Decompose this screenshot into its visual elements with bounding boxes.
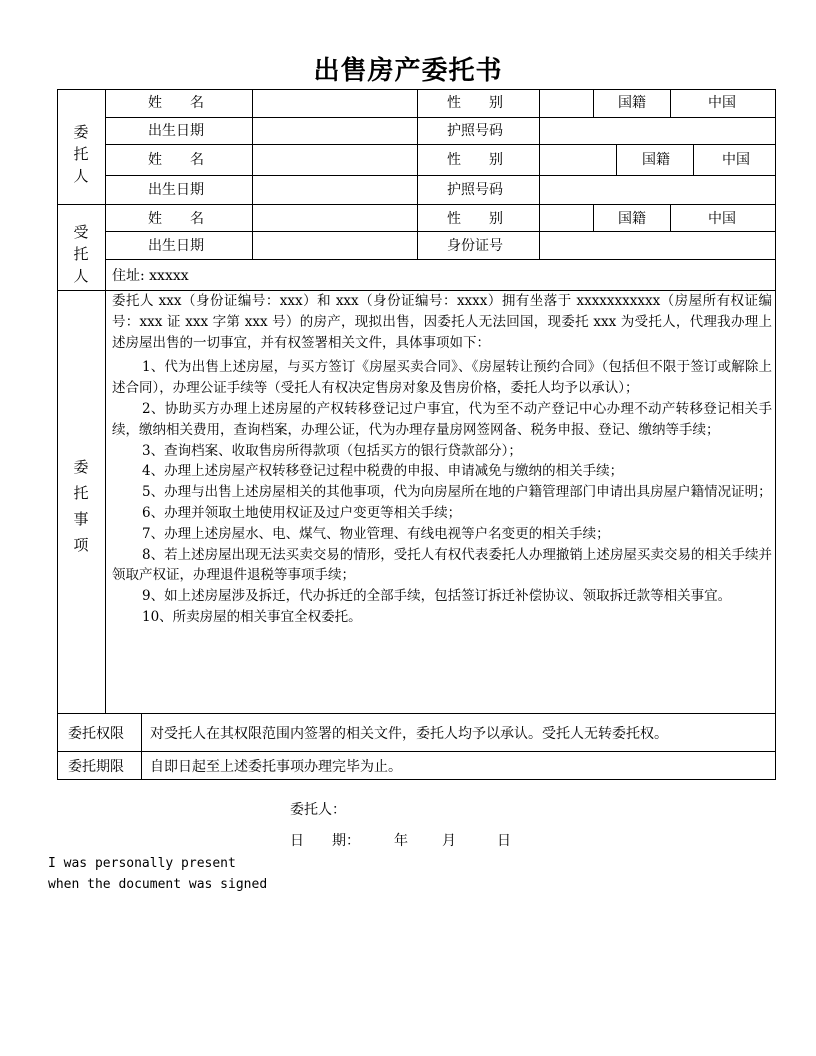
- period-label: 委托期限: [68, 759, 124, 775]
- nationality-value: 中国: [708, 95, 736, 111]
- matters-intro: 委托人 xxx（身份证编号：xxx）和 xxx（身份证编号：xxxx）拥有坐落于 xxxxxxxxxxx（房屋所有权证编号：xxx 证 xxx 字第 xxx 号）的房产，现拟出售，因委托人无法回国，现委托 xxx 为受托人，代理我办理上述房屋出售的一切事宜，并有权签署相关文件，具体事项如下：: [112, 293, 772, 351]
- matters-item: 2、协助买方办理上述房屋的产权转移登记过户事宜，代为至不动产登记中心办理不动产转移登记相关手续，缴纳相关费用，查询档案，办理公证，代为办理存量房网签网备、税务申报、登记、缴纳等手续；: [112, 400, 772, 438]
- name-label: 姓 名: [148, 211, 204, 227]
- table-border-left: [57, 89, 58, 780]
- address-field: 住址: xxxxx: [112, 268, 189, 284]
- column-divider: [252, 89, 253, 259]
- table-border-bottom: [57, 779, 776, 780]
- section-matters-label: 委托事项: [73, 458, 89, 554]
- signature-principal-label: 委托人：: [290, 802, 346, 818]
- gender-label: 性 别: [447, 211, 503, 227]
- period-text: 自即日起至上述委托事项办理完毕为止。: [150, 759, 402, 775]
- nationality-label: 国籍: [642, 152, 670, 168]
- matters-item: 6、办理并领取土地使用权证及过户变更等相关手续；: [142, 504, 462, 521]
- signature-year: 年: [394, 833, 408, 849]
- nationality-label: 国籍: [618, 211, 646, 227]
- column-divider: [539, 89, 540, 259]
- signature-date-label: 日 期：: [290, 833, 360, 849]
- row-divider: [57, 751, 776, 752]
- column-divider: [105, 89, 106, 713]
- birth-date-label: 出生日期: [148, 238, 204, 254]
- row-divider: [57, 713, 776, 714]
- column-divider: [670, 89, 671, 117]
- section-agent-label: 受托人: [73, 223, 89, 285]
- matters-item: 4、办理上述房屋产权转移登记过程中税费的申报、申请减免与缴纳的相关手续；: [142, 463, 624, 480]
- presence-note-line1: I was personally present: [48, 856, 236, 871]
- name-label: 姓 名: [148, 152, 204, 168]
- matters-item: 8、若上述房屋出现无法买卖交易的情形，受托人有权代表委托人办理撤销上述房屋买卖交易的相关手续并领取产权证，办理退件退税等事项手续；: [112, 546, 772, 584]
- matters-item: 10、所卖房屋的相关事宜全权委托。: [142, 608, 362, 625]
- birth-date-label: 出生日期: [148, 123, 204, 139]
- row-divider: [105, 117, 776, 118]
- row-divider: [105, 259, 776, 260]
- nationality-value: 中国: [722, 152, 750, 168]
- matters-body: [112, 291, 772, 628]
- matters-item: 5、办理与出售上述房屋相关的其他事项，代为向房屋所在地的户籍管理部门申请出具房屋户籍情况证明；: [142, 484, 772, 501]
- signature-day: 日: [497, 833, 511, 849]
- column-divider: [417, 89, 418, 259]
- nationality-value: 中国: [708, 211, 736, 227]
- column-divider: [693, 144, 694, 175]
- passport-no-label: 护照号码: [447, 182, 503, 198]
- gender-label: 性 别: [447, 152, 503, 168]
- section-principal-label: 委托人: [73, 123, 89, 185]
- row-divider: [105, 175, 776, 176]
- column-divider: [616, 144, 617, 175]
- document-title: 出售房产委托书: [313, 56, 503, 86]
- gender-label: 性 别: [447, 95, 503, 111]
- matters-item: 9、如上述房屋涉及拆迁，代办拆迁的全部手续，包括签订拆迁补偿协议、领取拆迁款等相关事宜。: [142, 588, 732, 605]
- id-no-label: 身份证号: [447, 238, 503, 254]
- presence-note-line2: when the document was signed: [48, 877, 268, 892]
- row-divider: [105, 231, 776, 232]
- name-label: 姓 名: [148, 95, 204, 111]
- column-divider: [593, 89, 594, 117]
- birth-date-label: 出生日期: [148, 182, 204, 198]
- matters-item: 3、查询档案、收取售房所得款项（包括买方的银行贷款部分）；: [142, 442, 522, 459]
- column-divider: [593, 204, 594, 231]
- table-border-right: [775, 89, 776, 780]
- authority-text: 对受托人在其权限范围内签署的相关文件，委托人均予以承认。受托人无转委托权。: [150, 726, 668, 742]
- column-divider: [141, 713, 142, 779]
- matters-item: 1、代为出售上述房屋，与买方签订《房屋买卖合同》、《房屋转让预约合同》（包括但不限于签订或解除上述合同），办理公证手续等（受托人有权决定售房对象及售房价格，委托人均予以承认）；: [112, 359, 772, 397]
- column-divider: [670, 204, 671, 231]
- row-divider: [105, 144, 776, 145]
- passport-no-label: 护照号码: [447, 123, 503, 139]
- authority-label: 委托权限: [68, 726, 124, 742]
- nationality-label: 国籍: [618, 95, 646, 111]
- matters-item: 7、办理上述房屋水、电、煤气、物业管理、有线电视等户名变更的相关手续；: [142, 525, 610, 542]
- signature-month: 月: [442, 833, 456, 849]
